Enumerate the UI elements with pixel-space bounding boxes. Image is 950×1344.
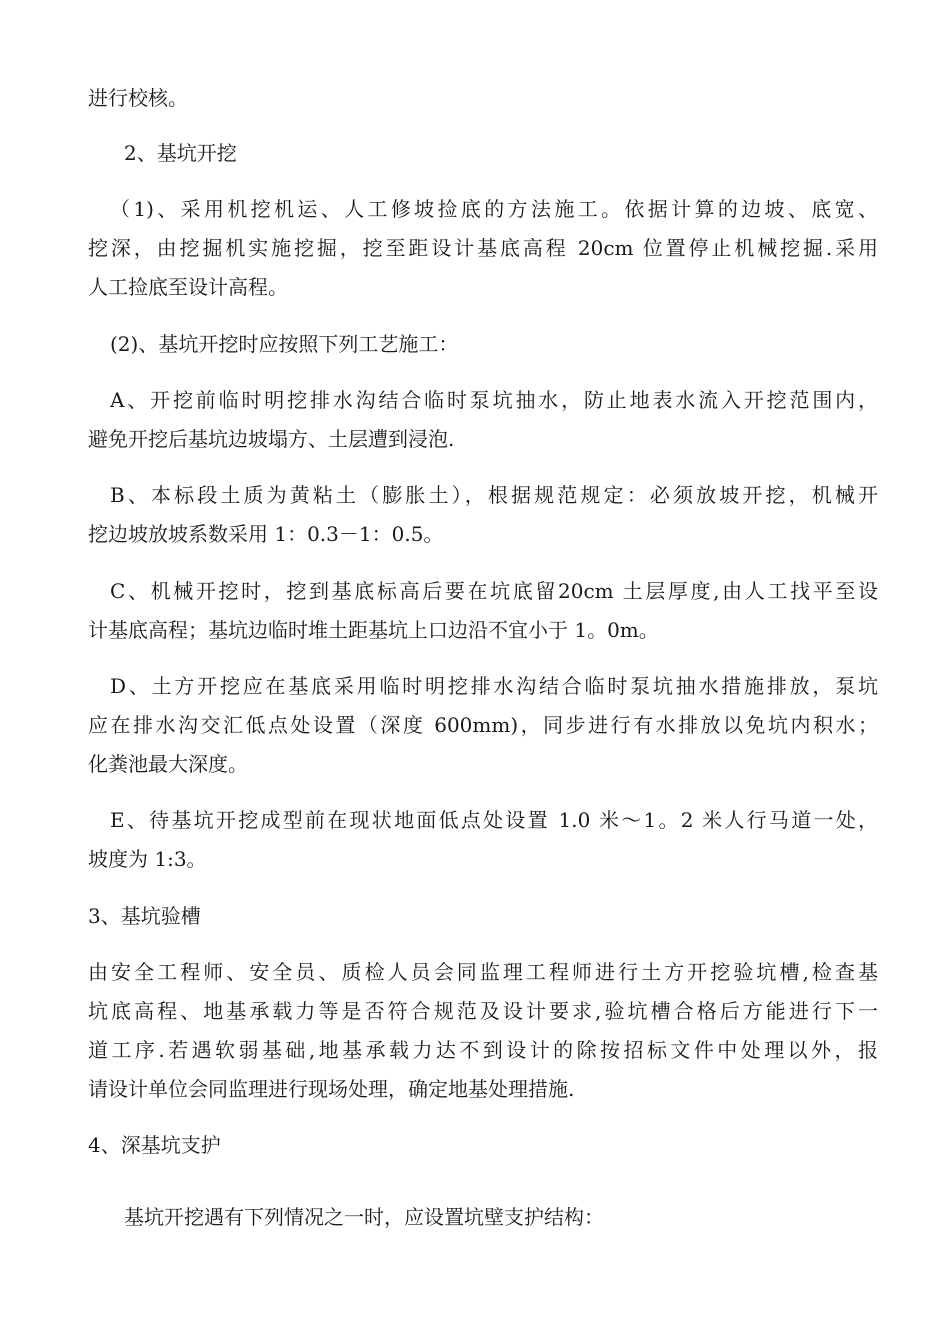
paragraph-line: B、本标段土质为黄粘土（膨胀土），根据规范规定：必须放坡开挖，机械开 xyxy=(110,483,878,507)
paragraph-line: 请设计单位会同监理进行现场处理，确定地基处理措施. xyxy=(88,1077,575,1101)
paragraph-line: 避免开挖后基坑边坡塌方、土层遭到浸泡. xyxy=(88,427,455,451)
paragraph-line: C、机械开挖时，挖到基底标高后要在坑底留20cm 土层厚度,由人工找平至设 xyxy=(110,579,878,603)
paragraph-line: 进行校核。 xyxy=(88,86,188,110)
section-heading: 2、基坑开挖 xyxy=(124,141,237,165)
paragraph-line: 坑底高程、地基承载力等是否符合规范及设计要求,验坑槽合格后方能进行下一 xyxy=(88,999,878,1023)
paragraph-line: 计基底高程；基坑边临时堆土距基坑上口边沿不宜小于 1。0m。 xyxy=(88,618,659,642)
paragraph-line: 人工捡底至设计高程。 xyxy=(88,275,288,299)
paragraph-line: （1)、采用机挖机运、人工修坡捡底的方法施工。依据计算的边坡、底宽、 xyxy=(110,197,878,221)
section-heading: 3、基坑验槽 xyxy=(88,904,201,928)
paragraph-line: 道工序.若遇软弱基础,地基承载力达不到设计的除按招标文件中处理以外，报 xyxy=(88,1038,878,1062)
paragraph-line: 由安全工程师、安全员、质检人员会同监理工程师进行土方开挖验坑槽,检查基 xyxy=(88,960,878,984)
paragraph-line: A、开挖前临时明挖排水沟结合临时泵坑抽水，防止地表水流入开挖范围内， xyxy=(110,388,878,412)
paragraph-line: (2)、基坑开挖时应按照下列工艺施工： xyxy=(110,332,459,356)
paragraph-line: 挖边坡放坡系数采用 1：0.3－1：0.5。 xyxy=(88,522,444,546)
paragraph-line: D、土方开挖应在基底采用临时明挖排水沟结合临时泵坑抽水措施排放，泵坑 xyxy=(110,674,878,698)
paragraph-line: 挖深，由挖掘机实施挖掘，挖至距设计基底高程 20cm 位置停止机械挖掘.采用 xyxy=(88,236,878,260)
paragraph-line: 坡度为 1:3。 xyxy=(88,847,207,871)
paragraph-line: 应在排水沟交汇低点处设置（深度 600mm)，同步进行有水排放以免坑内积水； xyxy=(88,713,878,737)
paragraph-line: 基坑开挖遇有下列情况之一时，应设置坑壁支护结构： xyxy=(124,1205,604,1229)
paragraph-line: 化粪池最大深度。 xyxy=(88,752,248,776)
paragraph-line: E、待基坑开挖成型前在现状地面低点处设置 1.0 米～1。2 米人行马道一处， xyxy=(110,808,878,832)
section-heading: 4、深基坑支护 xyxy=(88,1133,221,1157)
